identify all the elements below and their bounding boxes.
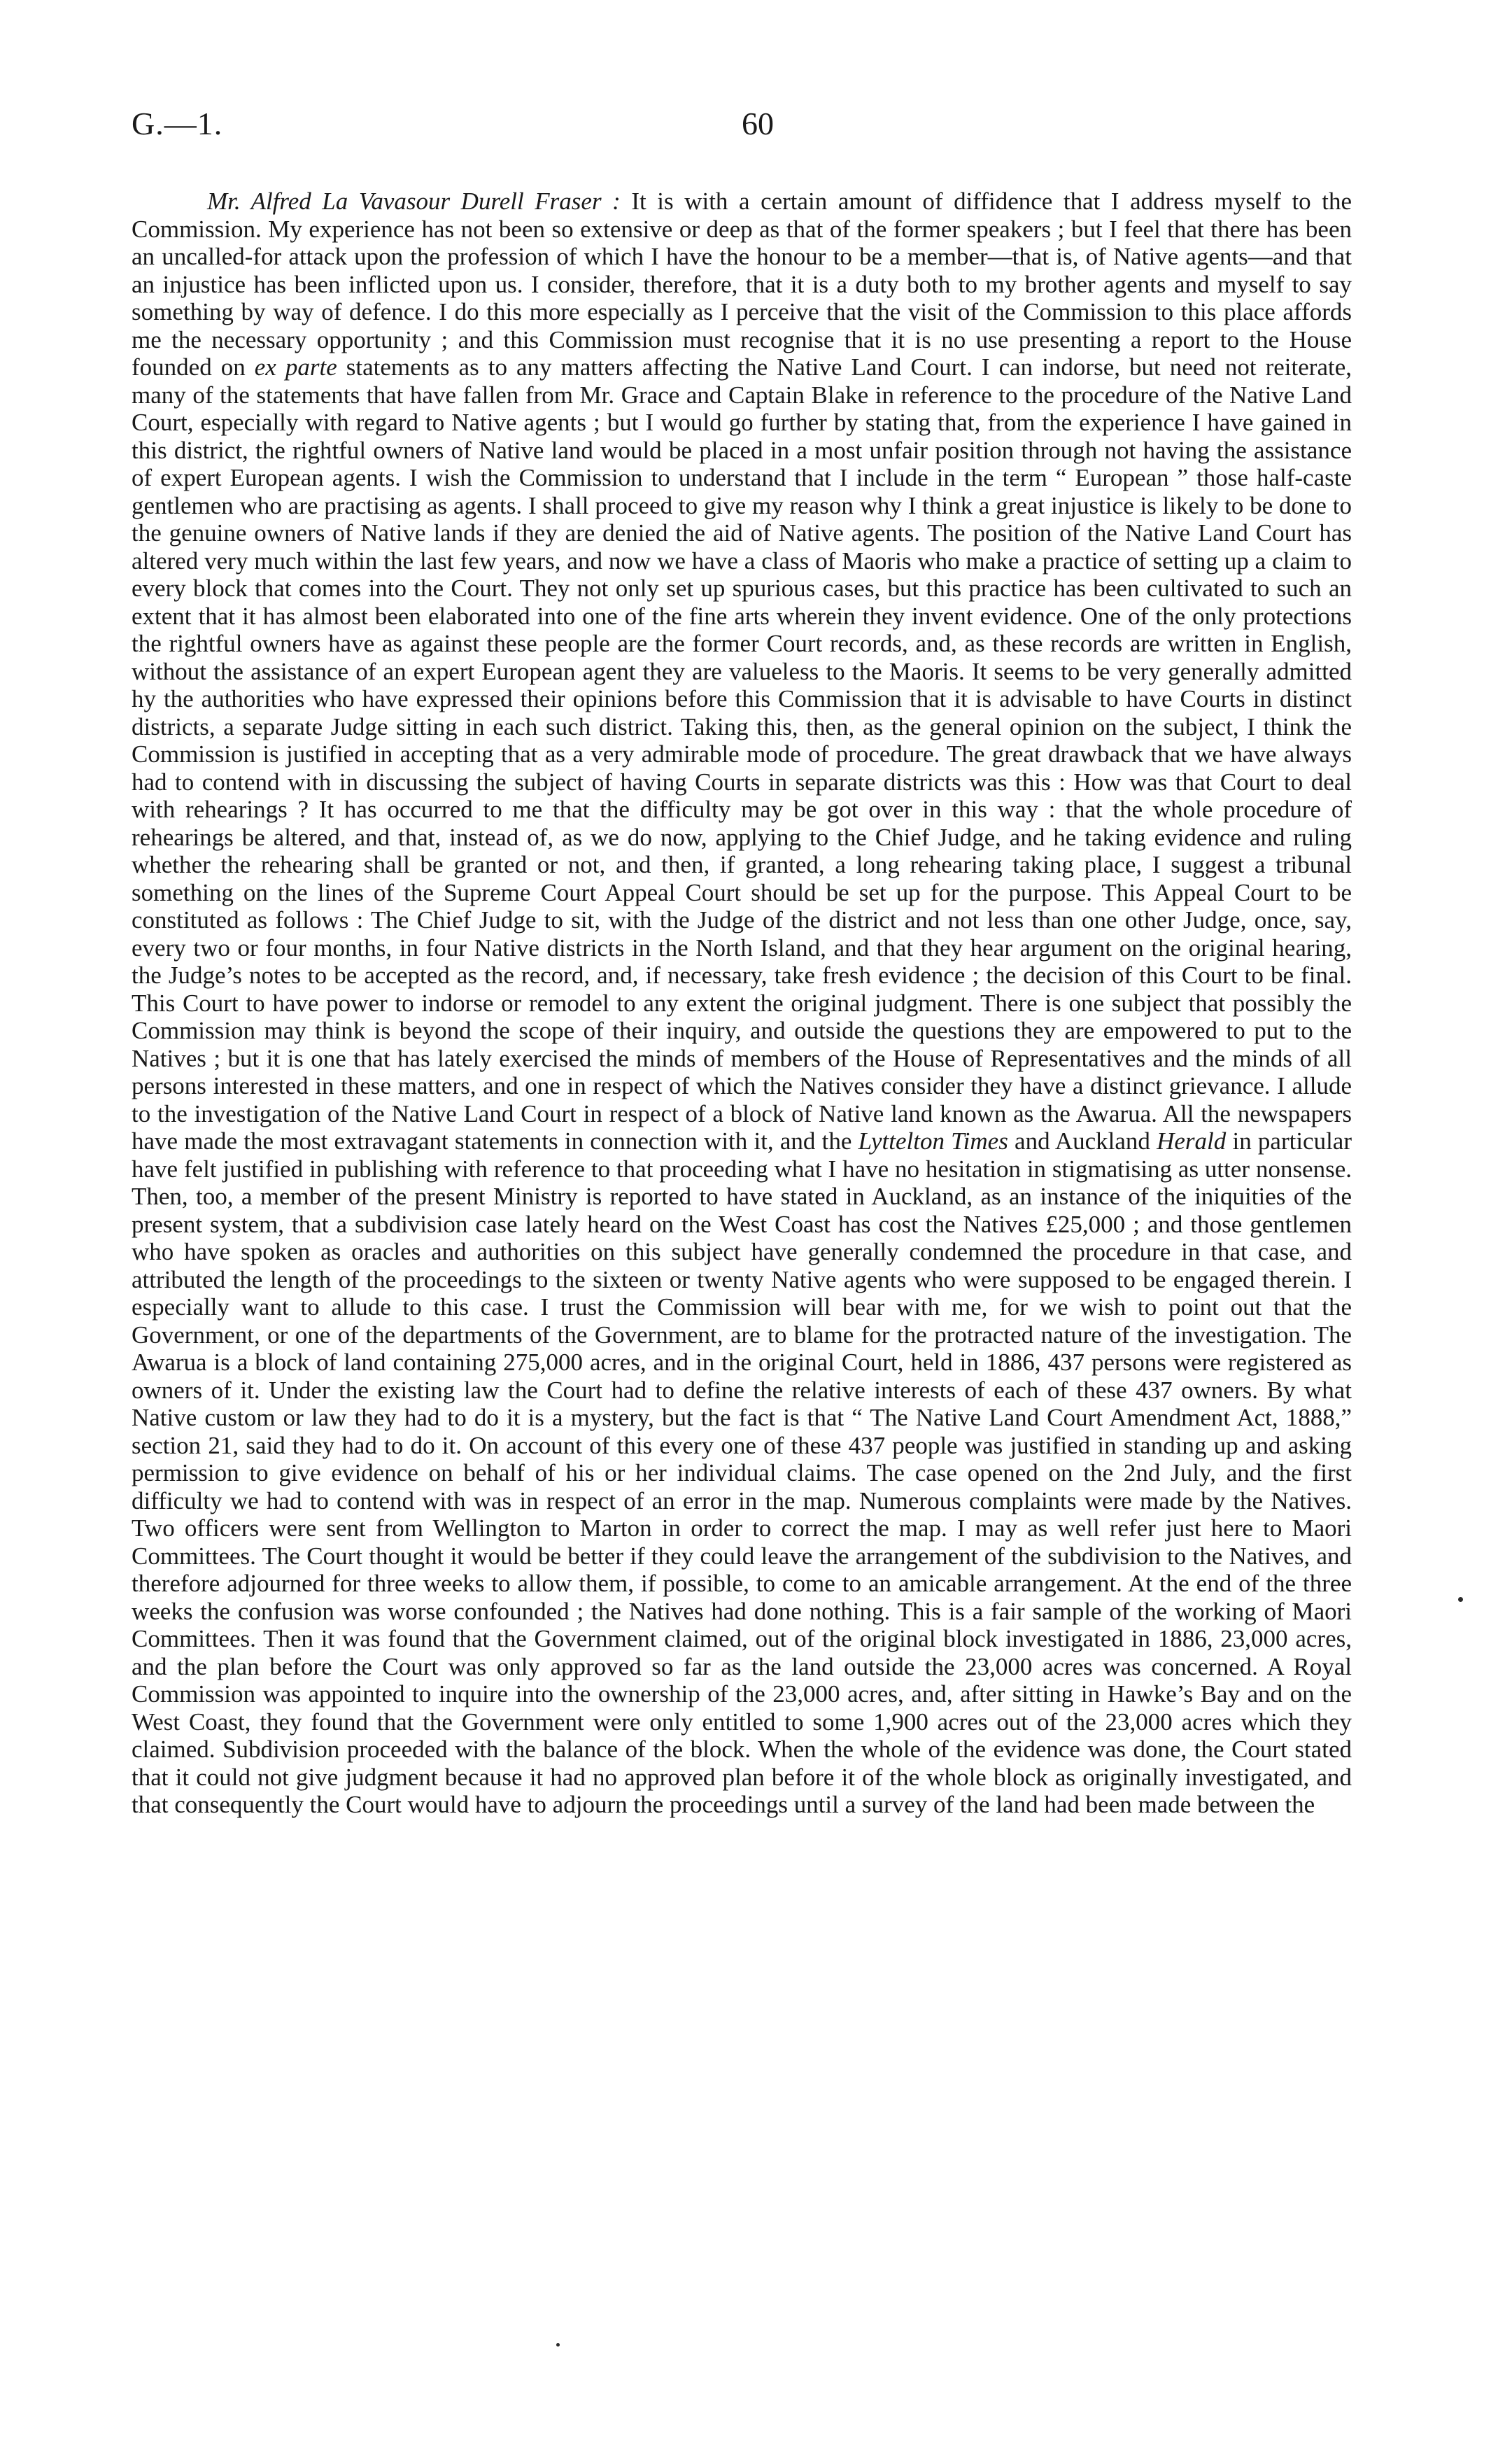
paragraph-text-4: in particular have felt justified in publishing with reference to that proceeding what I have no hesitation in stigmatising as utter nonsense. Then, too, a member of the present Ministry is reported to have stated in Auckland, as an instance of the iniquities of the present system, that a subdivision case lately heard on the West Coast has cost the Natives £25,000 ; and those gentlemen who have spoken as oracles and authorities on this subject have generally condemned the procedure in that case, and attributed the length of the proceedings to the sixteen or twenty Native agents who were supposed to be engaged therein. I especially want to allude to this case. I trust the Commission will bear with me, for we wish to point out that the Government, or one of the departments of the Government, are to blame for the protracted nature of the investigation. The Awarua is a block of land containing 275,000 acres, and in the original Court, held in 1886, 437 persons were registered as owners of it. Under the existing law the Court had to define the relative interests of each of these 437 owners. By what Native custom or law they had to do it is a mystery, but the fact is that “ The Native Land Court Amendment Act, 1888,” section 21, said they had to do it. On account of this every one of these 437 people was justified in standing up and asking permission to give evidence on behalf of his or her individual claims. The case opened on the 2nd July, and the first difficulty we had to contend with was in respect of an error in the map. Numerous complaints were made by the Natives. Two officers were sent from Wellington to Marton in order to correct the map. I may as well refer just here to Maori Committees. The Court thought it would be better if they could leave the arrangement of the subdivision to the Natives, and therefore adjourned for three weeks to allow them, if possible, to come to an amicable arrangement. At the end of the three weeks the confusion was worse confounded ; the Natives had done nothing. This is a fair sample of the working of Maori Committees. Then it was found that the Government claimed, out of the original block investigated in 1886, 23,000 acres, and the plan before the Court was only approved so far as the land outside the 23,000 acres was concerned. A Royal Commission was appointed to inquire into the ownership of the 23,000 acres, and, after sitting in Hawke’s Bay and on the West Coast, they found that the Government were only entitled to some 1,900 acres out of the 23,000 acres which they claimed. Subdivision proceeded with the balance of the block. When the whole of the evidence was done, the Court stated that it could not give judgment because it had no approved plan before it of the whole block as originally investigated, and that consequently the Court would have to adjourn the proceedings until a survey of the land had been made between the [132,1127,1352,1818]
page-header [132,105,1384,154]
margin-dot-mark [1458,1597,1463,1602]
italic-herald: Herald [1157,1127,1227,1155]
page-number: 60 [742,106,774,141]
italic-ex-parte: ex parte [254,353,337,381]
speaker-name: Mr. Alfred La Vavasour Durell Fraser : [207,188,621,215]
paragraph-text-1: It is with a certain amount of diffidence that I address myself to the Commission. My experience has not been so extensive or deep as that of the former speakers ; but I feel that there has been an uncalled-for attack upon the profession of which I have the honour to be a member—that is, of Native agents—and that an injustice has been inflicted upon us. I consider, therefore, that it is a duty both to my brother agents and myself to say something by way of defence. I do this more especially as I perceive that the visit of the Commission to this place affords me the necessary opportunity ; and this Commission must recognise that it is no use presenting a report to the House founded on [132,188,1352,381]
paragraph-text-2: statements as to any matters affecting the Native Land Court. I can indorse, but need not reiterate, many of the statements that have fallen from Mr. Grace and Captain Blake in reference to the procedure of the Native Land Court, especially with regard to Native agents ; but I would go further by stating that, from the experience I have gained in this district, the rightful owners of Native land would be placed in a most unfair position through not having the assistance of expert European agents. I wish the Commission to understand that I include in the term “ European ” those half-caste gentlemen who are practising as agents. I shall proceed to give my reason why I think a great injustice is likely to be done to the genuine owners of Native lands if they are denied the aid of Native agents. The position of the Native Land Court has altered very much within the last few years, and now we have a class of Maoris who make a practice of setting up a claim to every block that comes into the Court. They not only set up spurious cases, but this practice has been cultivated to such an extent that it has almost been elaborated into one of the fine arts wherein they invent evidence. One of the only protections the rightful owners have as against these people are the former Court records, and, as these records are written in English, without the assistance of an expert European agent they are valueless to the Maoris. It seems to be very generally admitted hy the authorities who have expressed their opinions before this Commission that it is advisable to have Courts in distinct districts, a separate Judge sitting in each such district. Taking this, then, as the general opinion on the subject, I think the Commission is justified in accepting that as a very admirable mode of procedure. The great drawback that we have always had to contend with in discussing the subject of having Courts in separate districts was this : How was that Court to deal with rehearings ? It has occurred to me that the difficulty may be got over in this way : that the whole procedure of rehearings be altered, and that, instead of, as we do now, applying to the Chief Judge, and he taking evidence and ruling whether the rehearing shall be granted or not, and then, if granted, a long rehearing taking place, I suggest a tribunal something on the lines of the Supreme Court Appeal Court should be set up for the purpose. This Appeal Court to be constituted as follows : The Chief Judge to sit, with the Judge of the district and not less than one other Judge, once, say, every two or four months, in four Native districts in the North Island, and that they hear argument on the original hearing, the Judge’s notes to be accepted as the record, and, if necessary, take fresh evidence ; the decision of this Court to be final. This Court to have power to indorse or remodel to any extent the original judgment. There is one subject that possibly the Commission may think is beyond the scope of their inquiry, and outside the questions they are empowered to put to the Natives ; but it is one that has lately exercised the minds of members of the House of Representatives and the minds of all persons interested in these matters, and one in respect of which the Natives consider they have a distinct grievance. I allude to the investigation of the Native Land Court in respect of a block of Native land known as the Awarua. All the newspapers have made the most extravagant statements in connection with it, and the [132,353,1352,1155]
bottom-dot-mark [556,2343,560,2347]
document-reference: G.—1. [132,106,223,141]
italic-lyttelton-times: Lyttelton Times [858,1127,1008,1155]
paragraph-text-3: and Auckland [1008,1127,1157,1155]
testimony-paragraph [132,188,1352,1819]
